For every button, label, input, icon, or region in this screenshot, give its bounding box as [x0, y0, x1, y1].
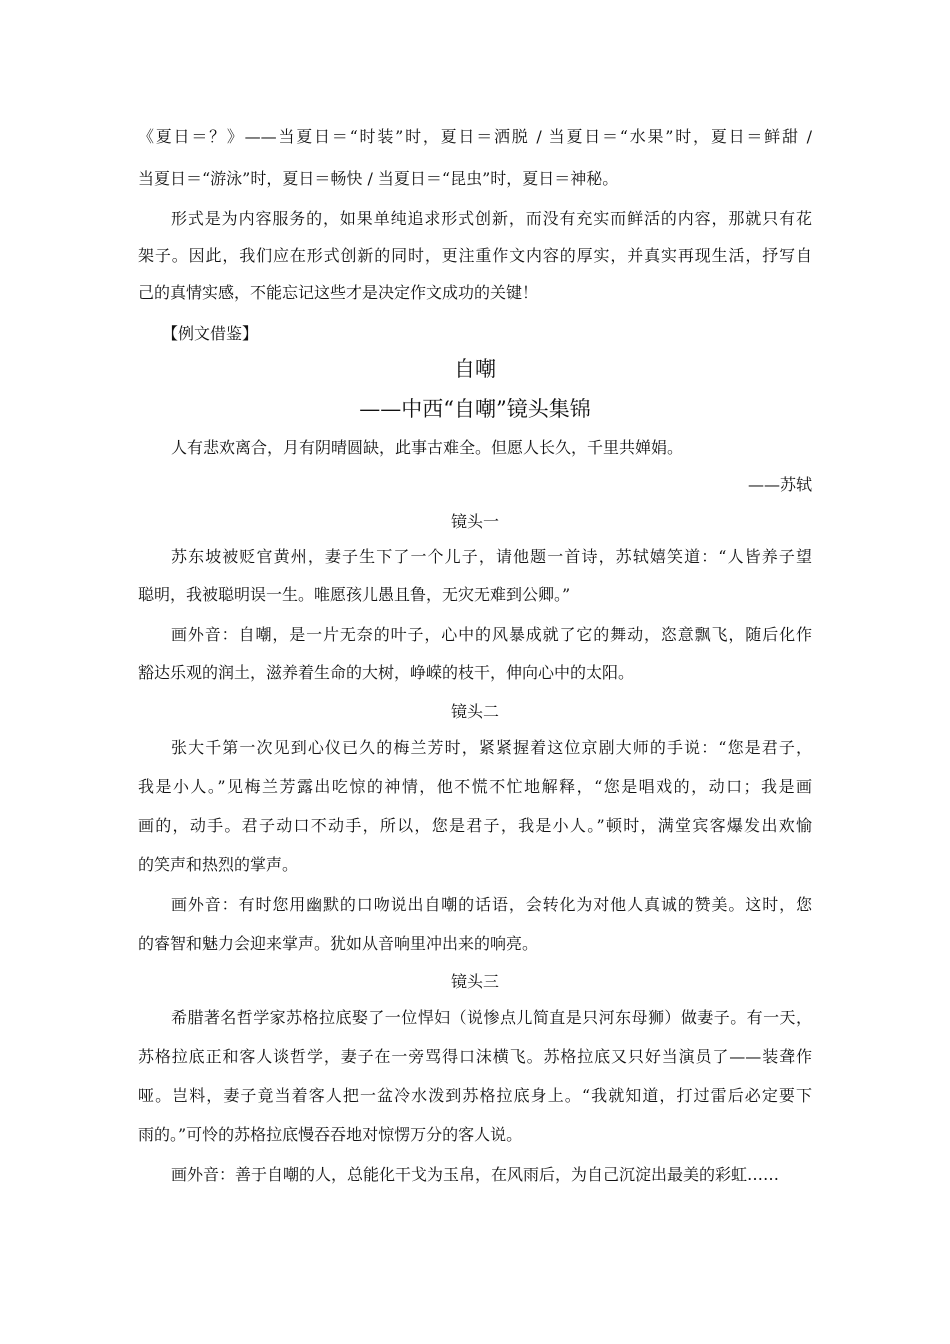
- section-label: 【例文借鉴】: [162, 324, 259, 343]
- voiceover-line: 画外音：善于自嘲的人，总能化干戈为玉帛，在风雨后，为自己沉淀出最美的彩虹……: [171, 1165, 780, 1184]
- story-line: 我是小人。”见梅兰芳露出吃惊的神情，他不慌不忙地解释，“您是唱戏的，动口；我是画: [138, 777, 812, 796]
- epigraph-author: ——苏轼: [747, 475, 812, 494]
- intro-line: 当夏日＝“游泳”时，夏日＝畅快 / 当夏日＝“昆虫”时，夏日＝神秘。: [138, 169, 619, 188]
- story-line: 聪明，我被聪明误一生。唯愿孩儿愚且鲁，无灾无难到公卿。”: [138, 585, 571, 604]
- paragraph-line: 形式是为内容服务的，如果单纯追求形式创新，而没有充实而鲜活的内容，那就只有花: [171, 209, 812, 228]
- intro-line: 《夏日＝？》——当夏日＝“时装”时，夏日＝洒脱 / 当夏日＝“水果”时，夏日＝鲜甜 /: [138, 127, 812, 146]
- voiceover-line: 画外音：自嘲，是一片无奈的叶子，心中的风暴成就了它的舞动，恣意飘飞，随后化作: [171, 625, 812, 644]
- essay-title: 自嘲: [454, 357, 496, 381]
- voiceover-line: 的睿智和魅力会迎来掌声。犹如从音响里冲出来的响亮。: [138, 934, 539, 953]
- story-line: 苏格拉底正和客人谈哲学，妻子在一旁骂得口沫横飞。苏格拉底又只好当演员了——装聋作: [138, 1047, 812, 1066]
- essay-subtitle: ——中西“自嘲”镜头集锦: [359, 397, 591, 421]
- story-line: 雨的。”可怜的苏格拉底慢吞吞地对惊愣万分的客人说。: [138, 1125, 523, 1144]
- voiceover-line: 画外音：有时您用幽默的口吻说出自嘲的话语，会转化为对他人真诚的赞美。这时，您: [171, 895, 812, 914]
- paragraph-line: 架子。因此，我们应在形式创新的同时，更注重作文内容的厚实，并真实再现生活，抒写自: [138, 246, 812, 265]
- shot-heading: 镜头三: [450, 972, 499, 991]
- voiceover-line: 豁达乐观的润土，滋养着生命的大树，峥嵘的枝干，伸向心中的太阳。: [138, 663, 635, 682]
- story-line: 哑。岂料，妻子竟当着客人把一盆冷水泼到苏格拉底身上。“我就知道，打过雷后必定要下: [138, 1086, 812, 1105]
- shot-heading: 镜头二: [450, 702, 499, 721]
- story-line: 希腊著名哲学家苏格拉底娶了一位悍妇（说惨点儿简直是只河东母狮）做妻子。有一天，: [171, 1008, 812, 1027]
- story-line: 画的，动手。君子动口不动手，所以，您是君子，我是小人。”顿时，满堂宾客爆发出欢愉: [138, 816, 812, 835]
- story-line: 苏东坡被贬官黄州，妻子生下了一个儿子，请他题一首诗，苏轼嬉笑道：“人皆养子望: [171, 547, 812, 566]
- paragraph-line: 己的真情实感，不能忘记这些才是决定作文成功的关键！: [138, 283, 539, 302]
- story-line: 张大千第一次见到心仪已久的梅兰芳时，紧紧握着这位京剧大师的手说：“您是君子，: [171, 738, 812, 757]
- story-line: 的笑声和热烈的掌声。: [138, 855, 299, 874]
- epigraph: 人有悲欢离合，月有阴晴圆缺，此事古难全。但愿人长久，千里共婵娟。: [171, 438, 684, 457]
- shot-heading: 镜头一: [450, 512, 499, 531]
